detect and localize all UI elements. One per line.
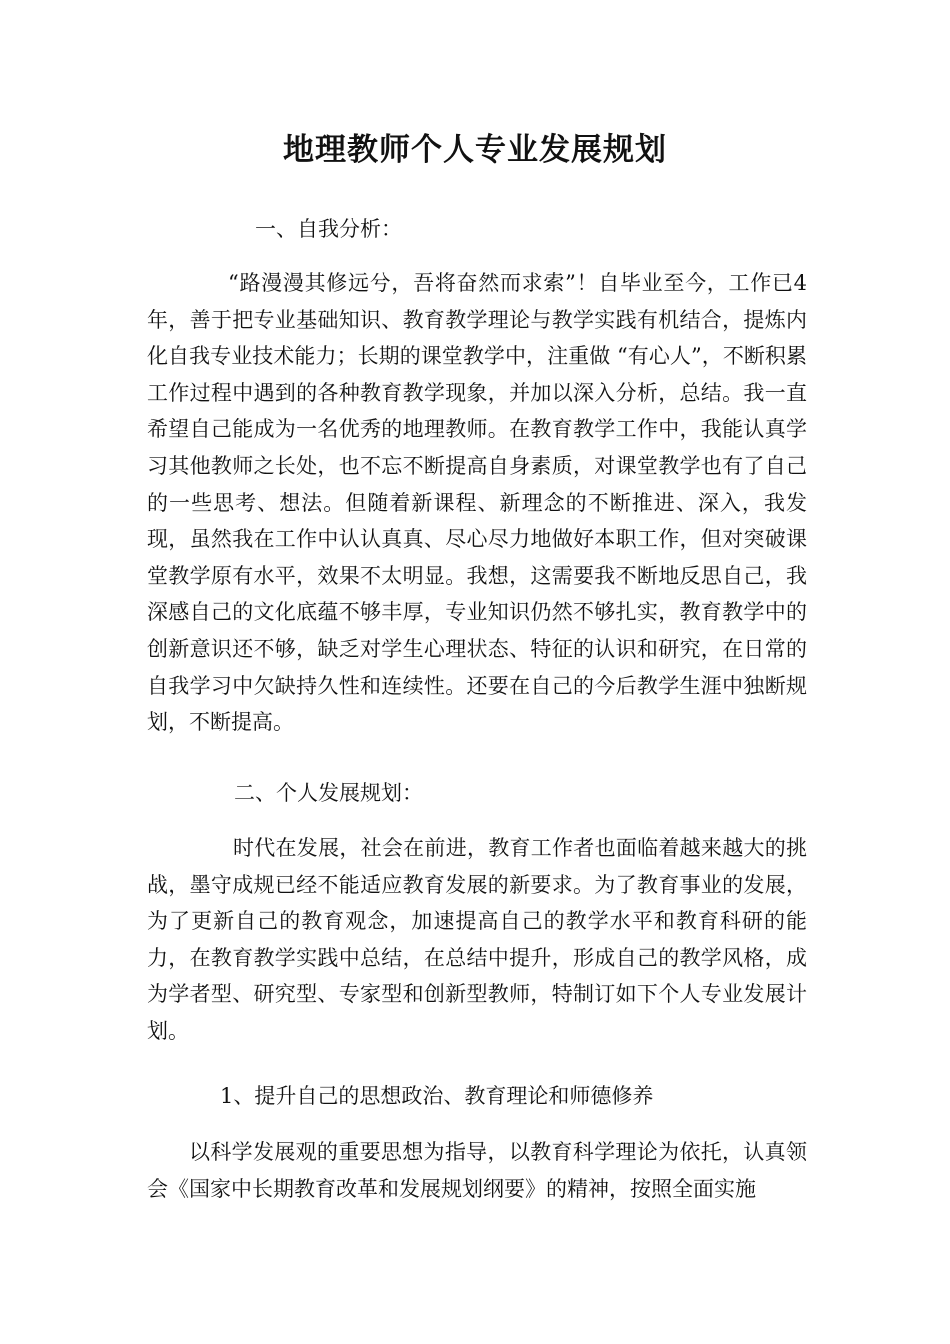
subsection-heading-1: 1、提升自己的思想政治、教育理论和师德修养 [220,1084,654,1108]
paragraph-development-plan: 时代在发展，社会在前进，教育工作者也面临着越来越大的挑战，墨守成规已经不能适应教育发展的新要求。为了教育事业的发展，为了更新自己的教育观念，加速提高自己的教学水平和教育科研的能力，在教育教学实践中总结，在总结中提升，形成自己的教学风格，成为学者型、研究型、专家型和创新型教师，特制订如下个人专业发展计划。 [147,836,807,1043]
section-heading-self-analysis: 一、自我分析： [255,217,402,241]
paragraph-subsection-1: 以科学发展观的重要思想为指导，以教育科学理论为依托，认真领会《国家中长期教育改革和发展规划纲要》的精神，按照全面实施 [147,1140,807,1201]
paragraph-self-analysis: “路漫漫其修远兮，吾将奋然而求索”！自毕业至今，工作已4年，善于把专业基础知识、教育教学理论与教学实践有机结合，提炼内化自我专业技术能力；长期的课堂教学中，注重做 “有心人”，不断积累工作过程中遇到的各种教育教学现象，并加以深入分析，总结。我一直希望自己能成为一名优秀的地理教师。在教育教学工作中，我能认真学习其他教师之长处，也不忘不断提高自身素质，对课堂教学也有了自己的一些思考、想法。但随着新课程、新理念的不断推进、深入，我发现，虽然我在工作中认认真真、尽心尽力地做好本职工作，但对突破课堂教学原有水平，效果不太明显。我想，这需要我不断地反思自己，我深感自己的文化底蕴不够丰厚，专业知识仍然不够扎实，教育教学中的创新意识还不够，缺乏对学生心理状态、特征的认识和研究，在日常的自我学习中欠缺持久性和连续性。还要在自己的今后教学生涯中独断规划，不断提高。 [147,271,807,735]
document-title: 地理教师个人专业发展规划 [283,132,667,168]
section-heading-development-plan: 二、个人发展规划： [234,781,423,805]
